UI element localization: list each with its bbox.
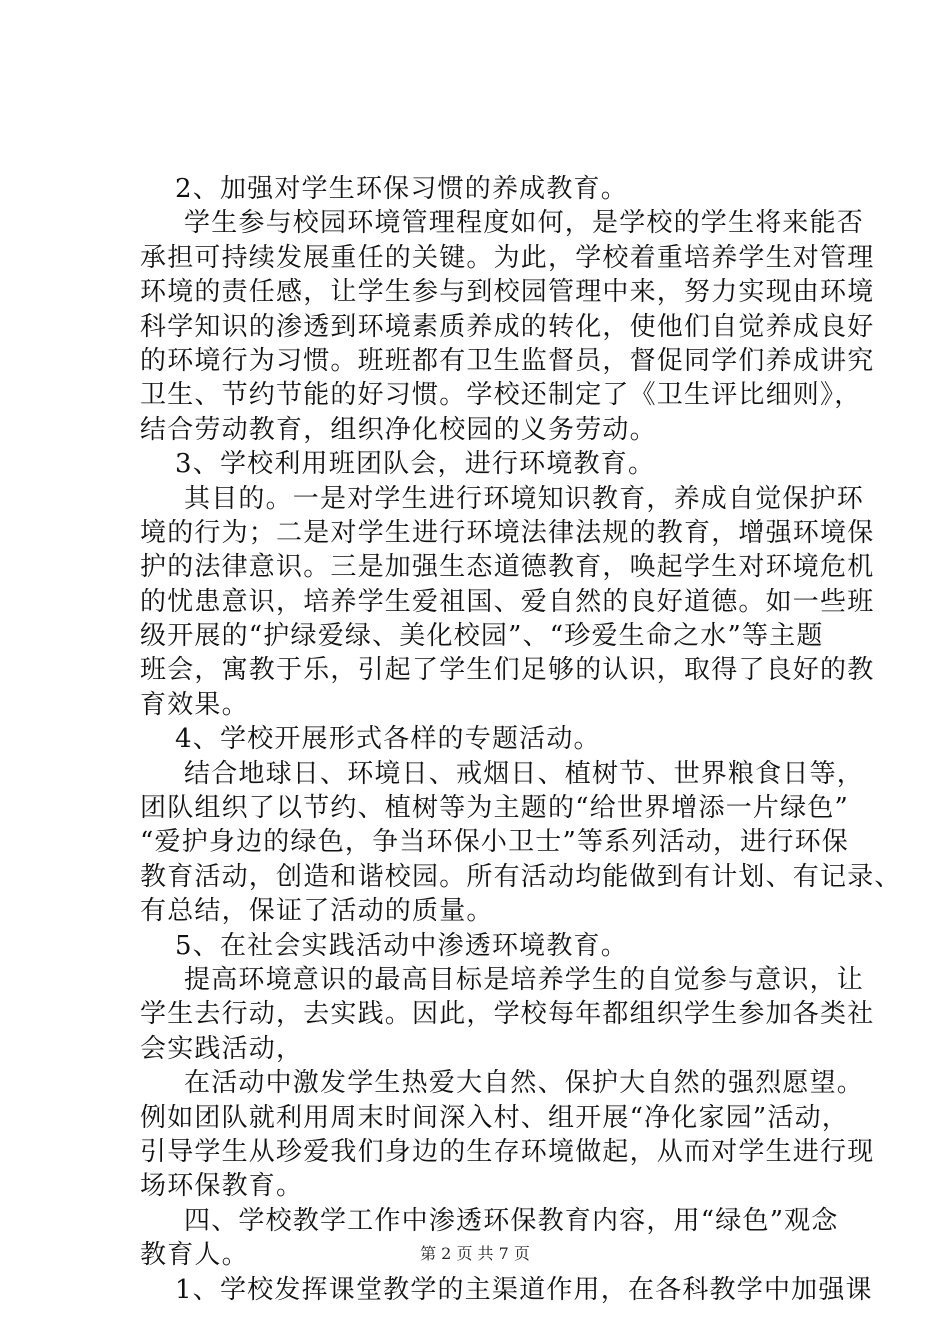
text-line: 3、学校利用班团队会，进行环境教育。 <box>175 449 656 480</box>
text-line: 1、学校发挥课堂教学的主渠道作用，在各科教学中加强课 <box>175 1274 873 1305</box>
text-line: “爱护身边的绿色，争当环保小卫士”等系列活动，进行环保 <box>140 827 849 858</box>
text-line: 场环保教育。 <box>140 1171 304 1202</box>
text-line: 在活动中激发学生热爱大自然、保护大自然的强烈愿望。 <box>184 1068 865 1099</box>
text-line: 级开展的“护绿爱绿、美化校园”、“珍爱生命之水”等主题 <box>140 621 824 652</box>
text-line: 教育活动，创造和谐校园。所有活动均能做到有计划、有记录、 <box>140 861 902 892</box>
text-line: 承担可持续发展重任的关键。为此，学校着重培养学生对管理 <box>140 242 875 273</box>
text-line: 育效果。 <box>140 689 249 720</box>
text-line: 环境的责任感，让学生参与到校园管理中来，努力实现由环境 <box>140 277 875 308</box>
text-line: 护的法律意识。三是加强生态道德教育，唤起学生对环境危机 <box>140 552 875 583</box>
text-line: 教育人。 <box>140 1240 249 1271</box>
document-body <box>140 172 902 1307</box>
text-line: 提高环境意识的最高目标是培养学生的自觉参与意识，让 <box>184 964 865 995</box>
page-footer: 第 2 页 共 7 页 <box>420 1244 530 1263</box>
text-line: 会实践活动， <box>140 1033 304 1064</box>
text-line: 班会，寓教于乐，引起了学生们足够的认识，取得了良好的教 <box>140 655 875 686</box>
text-line: 4、学校开展形式各样的专题活动。 <box>175 724 601 755</box>
text-line: 的忧患意识，培养学生爱祖国、爱自然的良好道德。如一些班 <box>140 586 875 617</box>
text-line: 的环境行为习惯。班班都有卫生监督员，督促同学们养成讲究 <box>140 345 875 376</box>
text-line: 有总结，保证了活动的质量。 <box>140 896 494 927</box>
text-line: 四、学校教学工作中渗透环保教育内容，用“绿色”观念 <box>184 1205 839 1236</box>
text-line: 境的行为；二是对学生进行环境法律法规的教育，增强环境保 <box>140 517 875 548</box>
text-line: 引导学生从珍爱我们身边的生存环境做起，从而对学生进行现 <box>140 1136 875 1167</box>
text-line: 结合劳动教育，组织净化校园的义务劳动。 <box>140 414 657 445</box>
text-line: 结合地球日、环境日、戒烟日、植树节、世界粮食日等， <box>184 758 865 789</box>
text-line: 卫生、节约节能的好习惯。学校还制定了《卫生评比细则》， <box>140 380 862 411</box>
text-line: 团队组织了以节约、植树等为主题的“给世界增添一片绿色” <box>140 793 849 824</box>
text-line: 学生去行动，去实践。因此，学校每年都组织学生参加各类社 <box>140 999 875 1030</box>
text-line: 科学知识的渗透到环境素质养成的转化，使他们自觉养成良好 <box>140 311 875 342</box>
text-line: 2、加强对学生环保习惯的养成教育。 <box>175 174 628 204</box>
text-line: 5、在社会实践活动中渗透环境教育。 <box>175 930 628 961</box>
text-line: 学生参与校园环境管理程度如何，是学校的学生将来能否 <box>184 208 865 239</box>
text-line: 其目的。一是对学生进行环境知识教育，养成自觉保护环 <box>184 483 865 514</box>
text-line: 例如团队就利用周末时间深入村、组开展“净化家园”活动， <box>140 1102 849 1133</box>
